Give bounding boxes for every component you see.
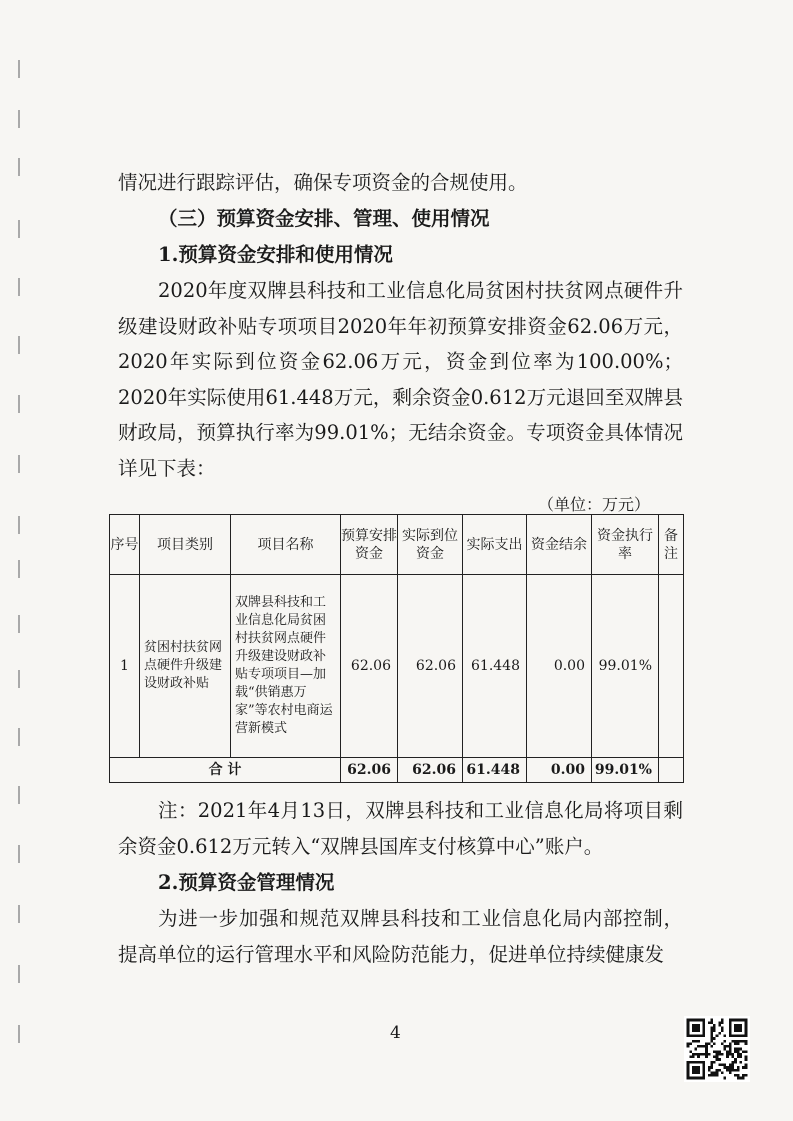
cell-seq: 1 bbox=[110, 575, 140, 758]
header-rate: 资金执行率 bbox=[592, 515, 659, 575]
header-name: 项目名称 bbox=[231, 515, 341, 575]
total-label: 合 计 bbox=[110, 758, 341, 783]
total-remark bbox=[659, 758, 684, 783]
header-balance: 资金结余 bbox=[527, 515, 592, 575]
total-rate: 99.01% bbox=[592, 758, 659, 783]
qr-code-icon bbox=[684, 1016, 750, 1082]
header-budget: 预算安排资金 bbox=[341, 515, 398, 575]
cell-category: 贫困村扶贫网点硬件升级建设财政补贴 bbox=[140, 575, 231, 758]
total-budget: 62.06 bbox=[341, 758, 398, 783]
table-total-row bbox=[110, 758, 684, 783]
paragraph-budget-usage: 2020年度双牌县科技和工业信息化局贫困村扶贫网点硬件升级建设财政补贴专项项目2020年年初预算安排资金62.06万元，2020年实际到位资金62.06万元，资金到位率为100.00%；2020年实际使用61.448万元，剩余资金0.612万元退回至双牌县财政局，预算执行率为99.01%；无结余资金。专项资金具体情况详见下表： bbox=[118, 279, 683, 480]
cell-remark bbox=[659, 575, 684, 758]
header-seq: 序号 bbox=[110, 515, 140, 575]
binding-margin-marks bbox=[18, 0, 22, 1121]
subsection-heading-1: 1.预算资金安排和使用情况 bbox=[158, 243, 393, 266]
page-number: 4 bbox=[390, 1023, 401, 1043]
fund-table bbox=[109, 514, 684, 783]
header-spent: 实际支出 bbox=[463, 515, 527, 575]
cell-received: 62.06 bbox=[398, 575, 463, 758]
section-heading: （三）预算资金安排、管理、使用情况 bbox=[158, 207, 490, 230]
cell-balance: 0.00 bbox=[527, 575, 592, 758]
total-received: 62.06 bbox=[398, 758, 463, 783]
header-remark: 备注 bbox=[659, 515, 684, 575]
table-note: 注：2021年4月13日，双牌县科技和工业信息化局将项目剩余资金0.612万元转入“双牌县国库支付核算中心”账户。 bbox=[118, 799, 683, 858]
paragraph-fund-management: 为进一步加强和规范双牌县科技和工业信息化局内部控制，提高单位的运行管理水平和风险防范能力，促进单位持续健康发 bbox=[118, 907, 683, 966]
cell-spent: 61.448 bbox=[463, 575, 527, 758]
table-unit-label: （单位：万元） bbox=[538, 495, 651, 514]
subsection-heading-2: 2.预算资金管理情况 bbox=[158, 871, 335, 894]
cell-name: 双牌县科技和工业信息化局贫困村扶贫网点硬件升级建设财政补贴专项项目—加载“供销惠万家”等农村电商运营新模式 bbox=[231, 575, 341, 758]
paragraph-continuation: 情况进行跟踪评估，确保专项资金的合规使用。 bbox=[118, 171, 528, 194]
total-spent: 61.448 bbox=[463, 758, 527, 783]
table-row bbox=[110, 575, 684, 758]
cell-budget: 62.06 bbox=[341, 575, 398, 758]
total-balance: 0.00 bbox=[527, 758, 592, 783]
header-received: 实际到位资金 bbox=[398, 515, 463, 575]
table-header-row bbox=[110, 515, 684, 575]
header-category: 项目类别 bbox=[140, 515, 231, 575]
cell-rate: 99.01% bbox=[592, 575, 659, 758]
